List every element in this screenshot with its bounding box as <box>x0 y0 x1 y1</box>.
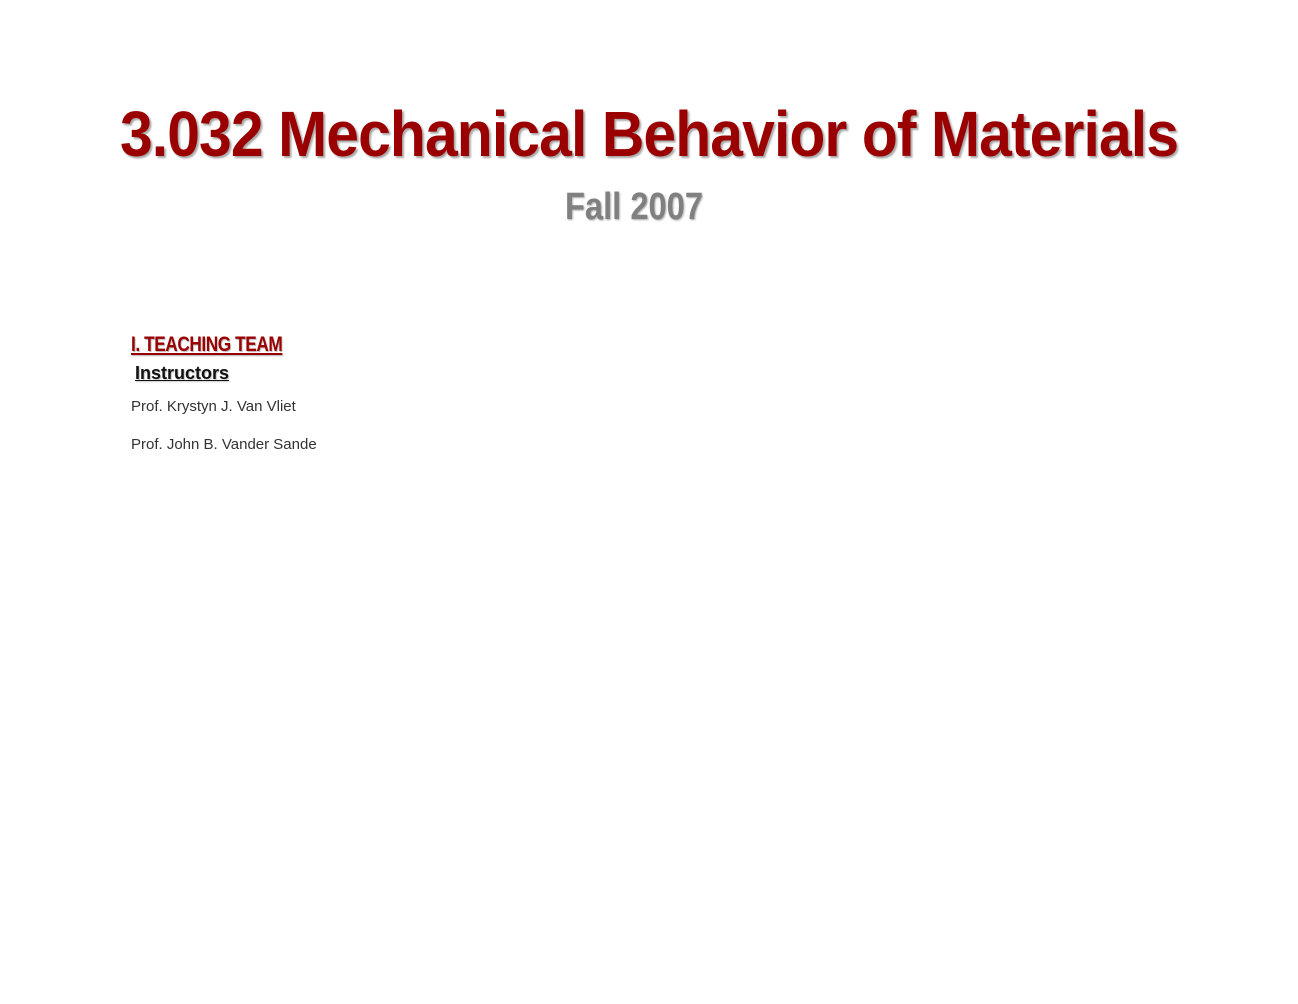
course-term: Fall 2007 <box>564 186 704 228</box>
instructor-list <box>131 396 731 456</box>
instructor-name: Prof. John B. Vander Sande <box>131 436 317 453</box>
instructor-name: Prof. Krystyn J. Van Vliet <box>131 398 296 415</box>
section-heading-teaching-team: I. TEACHING TEAM <box>131 333 283 356</box>
course-title: 3.032 Mechanical Behavior of Materials <box>119 98 1179 170</box>
teaching-team-section <box>131 330 731 472</box>
instructors-subheading: Instructors <box>135 363 230 383</box>
